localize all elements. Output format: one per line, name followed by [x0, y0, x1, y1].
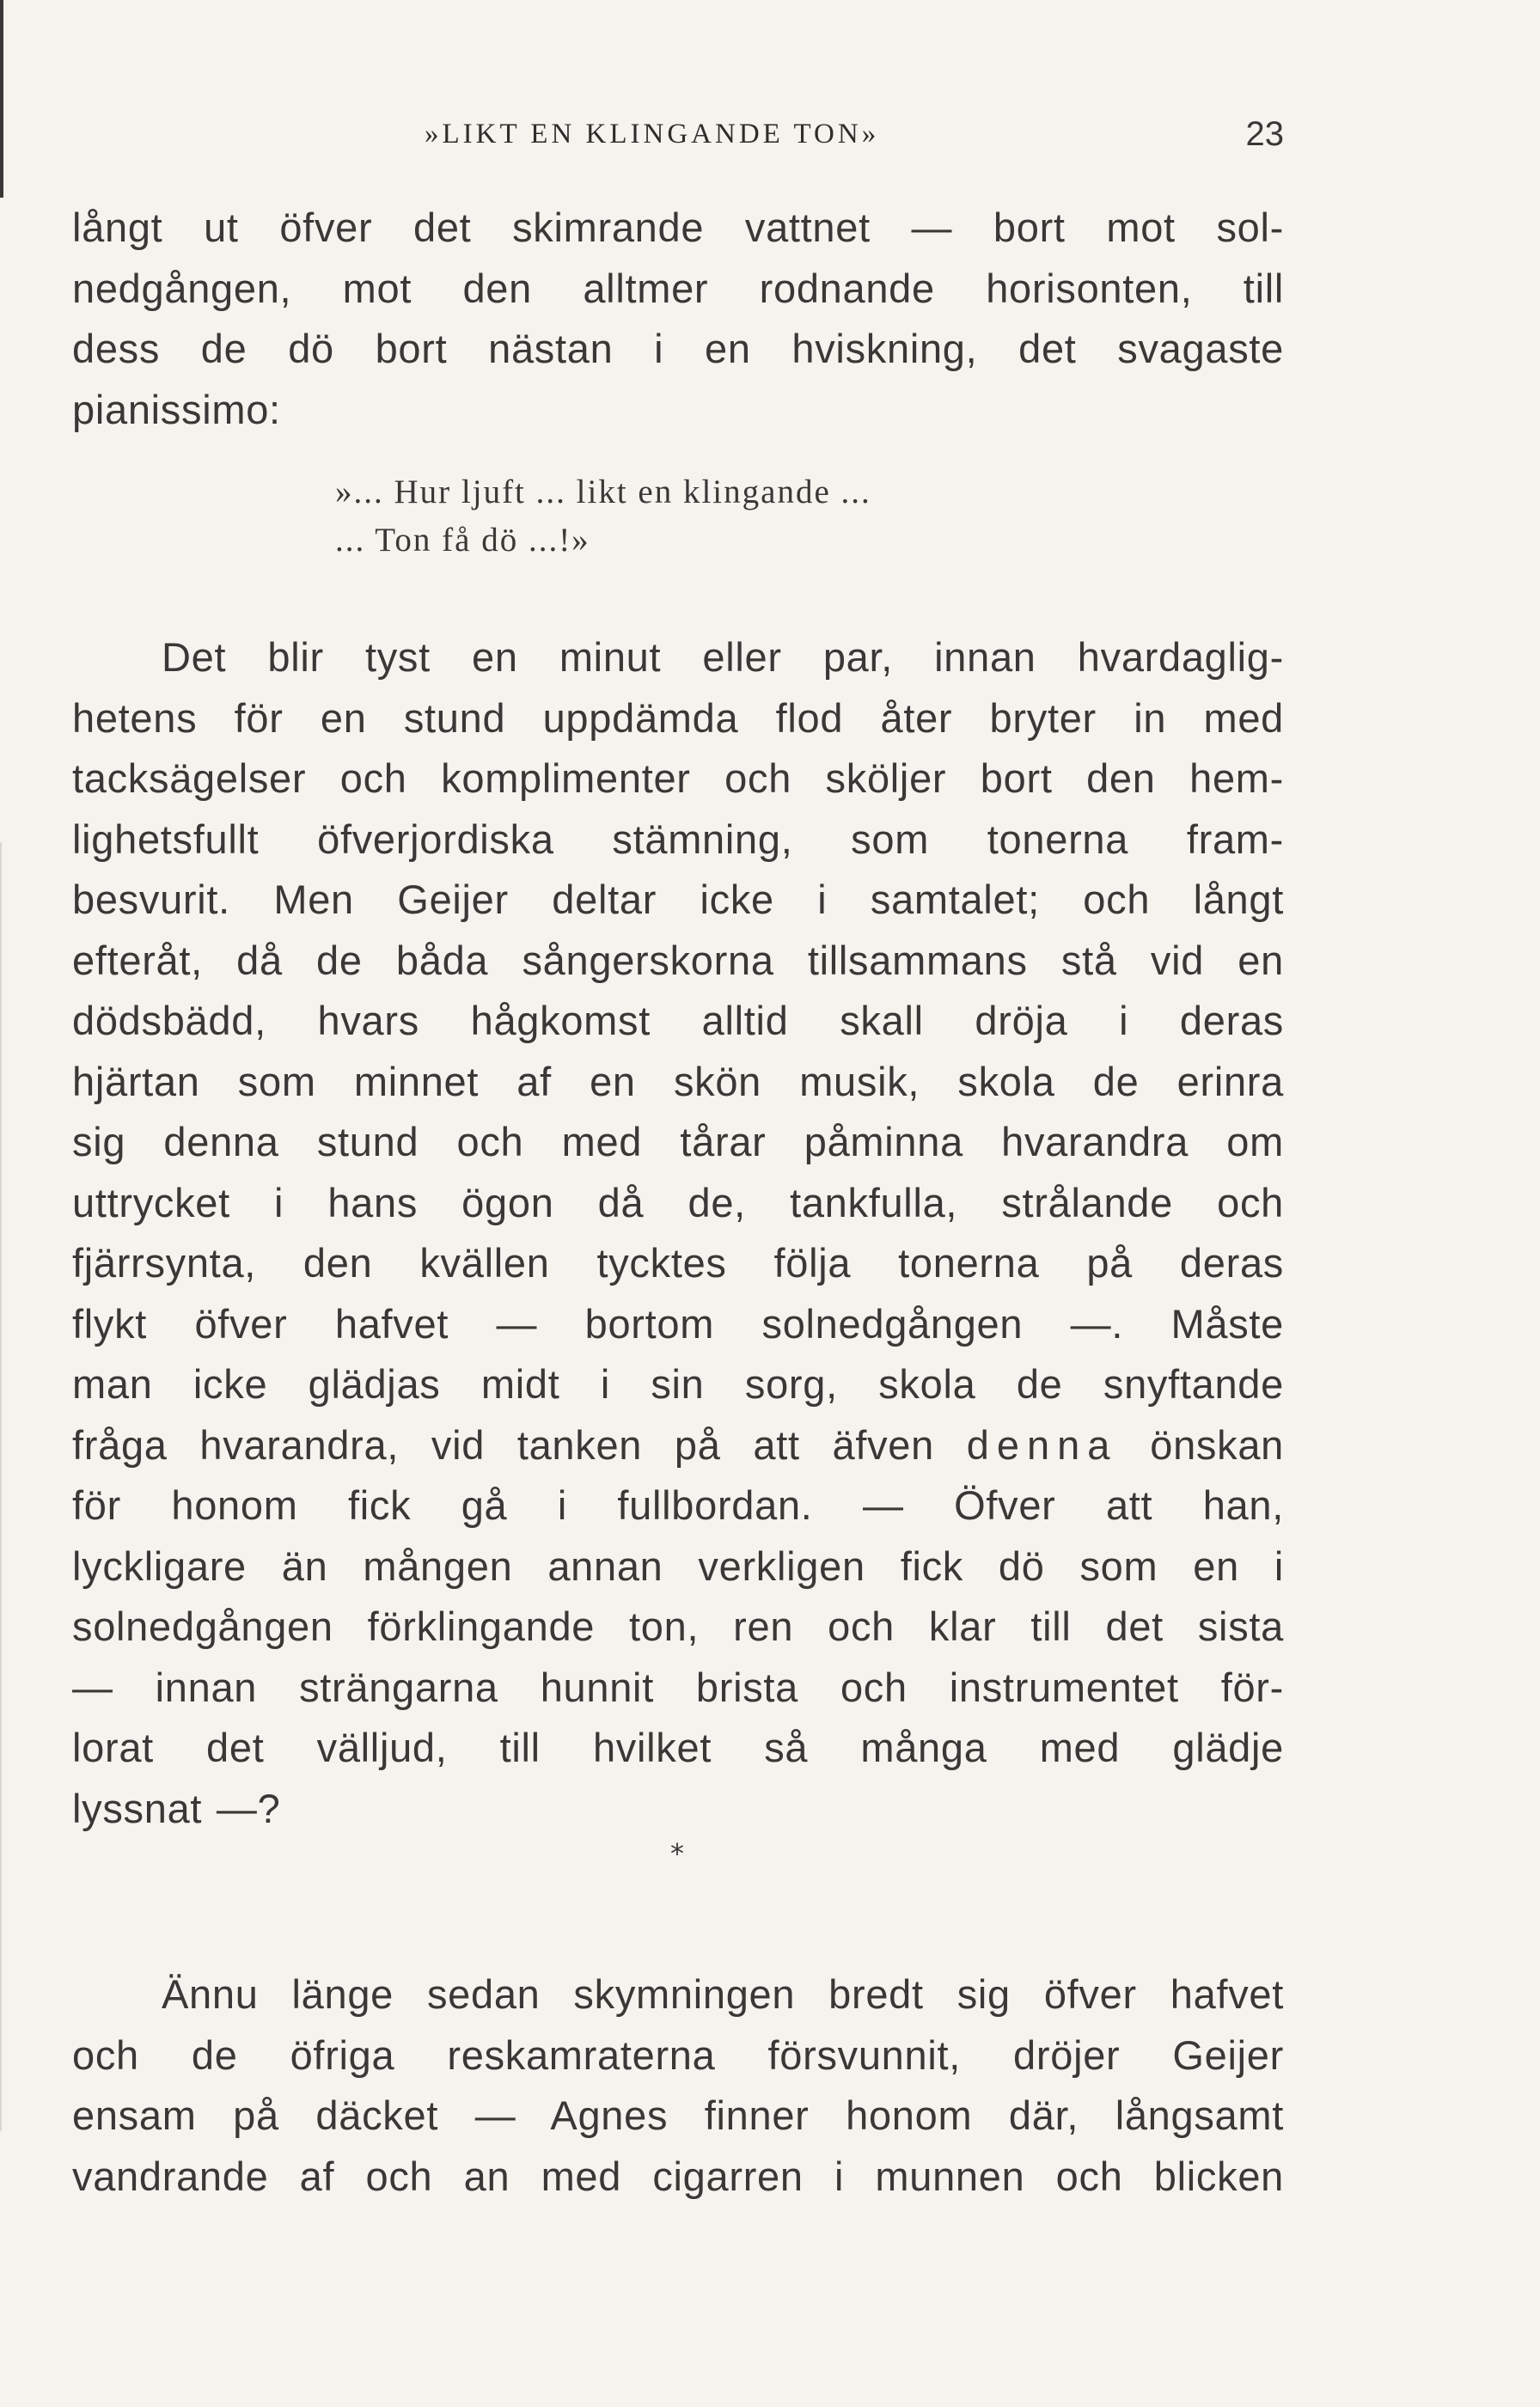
asterisk-glyph: * — [670, 1837, 684, 1870]
text-line: för honom fick gå i fullbordan. — Öfver att han, — [72, 1482, 1284, 1528]
text-line-part: önskan — [1150, 1421, 1284, 1468]
text-line: Det blir tyst en minut eller par, innan hvardaglig- — [162, 634, 1284, 680]
page-edge-shadow — [0, 0, 3, 198]
text-line: dess de dö bort nästan i en hviskning, det svagaste — [72, 326, 1284, 371]
paragraph-3 — [72, 1964, 1284, 2207]
verse-line: »... Hur ljuft ... likt en klingande ... — [335, 473, 871, 510]
text-line: tacksägelser och komplimenter och sköljer bort den hem- — [72, 755, 1284, 801]
paragraph-1 — [72, 198, 1284, 440]
text-line: flykt öfver hafvet — bortom solnedgången —. Måste — [72, 1300, 1284, 1347]
text-line: uttrycket i hans ögon då de, tankfulla, strålande och — [72, 1179, 1284, 1225]
text-line: efteråt, då de båda sångerskorna tillsammans stå vid en — [72, 937, 1284, 983]
text-line: hjärtan som minnet af en skön musik, skola de erinra — [72, 1058, 1284, 1104]
text-line-part: fråga hvarandra, vid tanken på att äfven — [72, 1421, 934, 1468]
page-number: 23 — [1245, 115, 1284, 153]
verse-quote — [335, 468, 1195, 565]
text-line: pianissimo: — [72, 386, 281, 432]
text-line: — innan strängarna hunnit brista och instrumentet för- — [72, 1664, 1284, 1710]
text-line: dödsbädd, hvars hågkomst alltid skall dröja i deras — [72, 998, 1284, 1043]
text-line: vandrande af och an med cigarren i munnen och blicken — [72, 2153, 1284, 2199]
text-line: solnedgången förklingande ton, ren och klar till det sista — [72, 1604, 1284, 1649]
text-line: lyckligare än mången annan verkligen fick dö som en i — [72, 1543, 1284, 1589]
text-line: Ännu länge sedan skymningen bredt sig öfver hafvet — [162, 1971, 1284, 2017]
text-line: hetens för en stund uppdämda flod åter bryter in med — [72, 694, 1284, 741]
text-line: sig denna stund och med tårar påminna hvarandra om — [72, 1119, 1284, 1164]
paragraph-2 — [72, 627, 1284, 1839]
running-head — [72, 115, 1284, 162]
text-line: och de öfriga reskamraterna försvunnit, dröjer Geijer — [72, 2031, 1284, 2078]
text-line: man icke glädjas midt i sin sorg, skola de snyftande — [72, 1361, 1284, 1407]
text-line: lighetsfullt öfverjordiska stämning, som tonerna fram- — [72, 816, 1284, 862]
emphasized-word: denna — [966, 1421, 1118, 1468]
text-line: långt ut öfver det skimrande vattnet — bort mot sol- — [72, 205, 1284, 250]
page-edge-line — [0, 842, 2, 2131]
text-line: nedgången, mot den alltmer rodnande horisonten, till — [72, 265, 1284, 311]
text-line: lyssnat —? — [72, 1785, 281, 1831]
text-line — [72, 1415, 1284, 1476]
running-head-title: »LIKT EN KLINGANDE TON» — [425, 119, 880, 150]
text-line: ensam på däcket — Agnes finner honom där, långsamt — [72, 2092, 1284, 2138]
verse-line: ... Ton få dö ...!» — [335, 522, 590, 559]
text-line: besvurit. Men Geijer deltar icke i samtalet; och långt — [72, 877, 1284, 922]
section-separator — [0, 1837, 1540, 1870]
text-line: fjärrsynta, den kvällen tycktes följa tonerna på deras — [72, 1240, 1284, 1286]
text-line: lorat det välljud, till hvilket så många med glädje — [72, 1725, 1284, 1770]
